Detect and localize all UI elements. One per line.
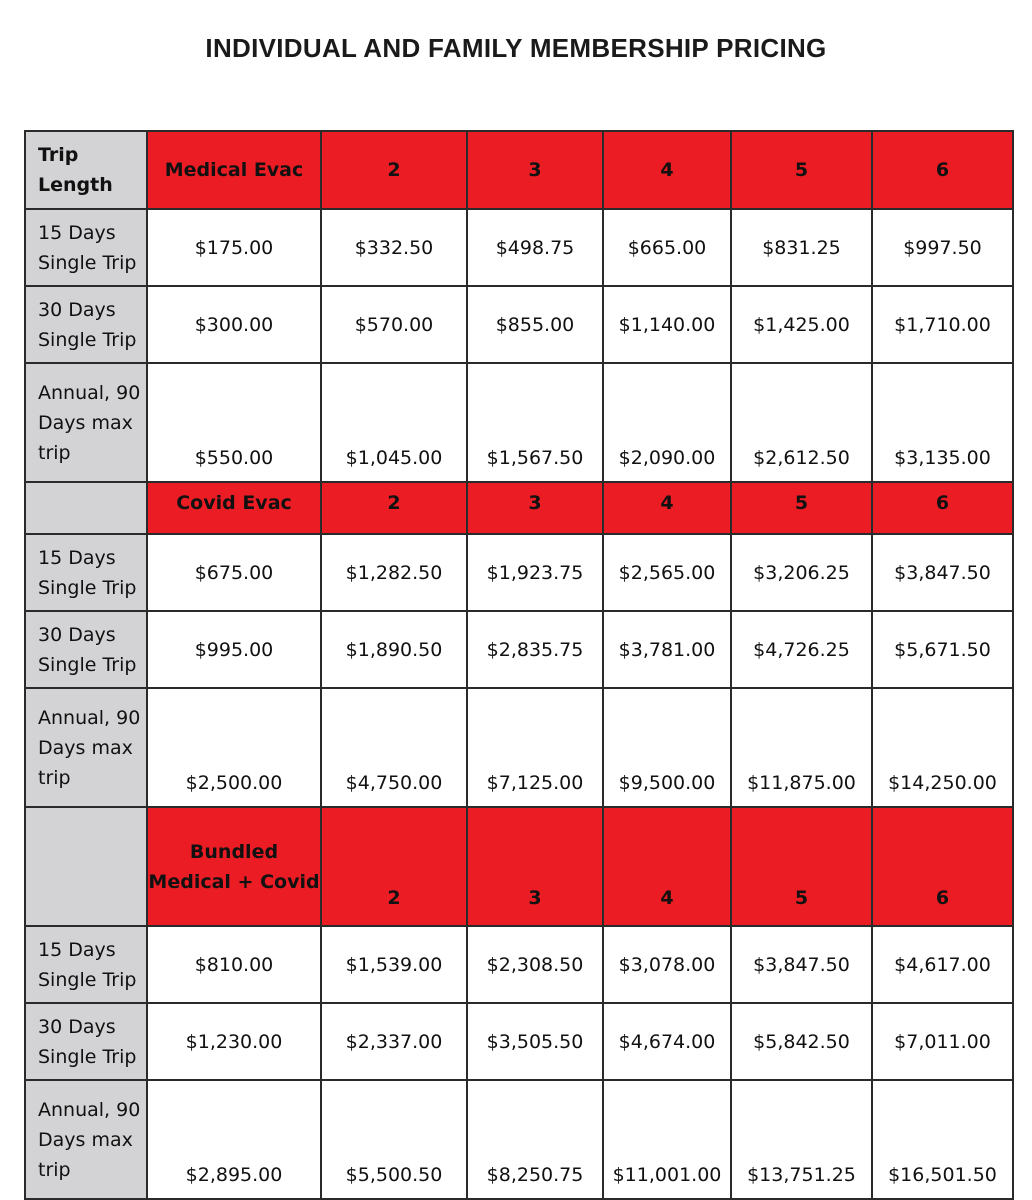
row-label: 15 Days Single Trip	[25, 534, 147, 611]
price-cell: $11,001.00	[603, 1080, 731, 1199]
price-cell: $3,847.50	[731, 926, 872, 1003]
price-cell: $2,308.50	[467, 926, 603, 1003]
section-header-cell: 3	[467, 131, 603, 209]
price-cell: $11,875.00	[731, 688, 872, 807]
price-cell: $810.00	[147, 926, 321, 1003]
price-cell: $570.00	[321, 286, 467, 363]
price-cell: $1,230.00	[147, 1003, 321, 1080]
price-cell: $4,674.00	[603, 1003, 731, 1080]
section-header-cell: Covid Evac	[147, 482, 321, 534]
price-cell: $7,011.00	[872, 1003, 1013, 1080]
price-cell: $14,250.00	[872, 688, 1013, 807]
price-cell: $550.00	[147, 363, 321, 482]
price-cell: $1,140.00	[603, 286, 731, 363]
section-header-cell: 4	[603, 482, 731, 534]
price-cell: $675.00	[147, 534, 321, 611]
row-label: Annual, 90 Days max trip	[25, 688, 147, 807]
price-cell: $3,781.00	[603, 611, 731, 688]
pricing-table	[24, 130, 1014, 1200]
section-header-cell: Medical Evac	[147, 131, 321, 209]
row-label-empty	[25, 807, 147, 926]
price-cell: $5,842.50	[731, 1003, 872, 1080]
section-header-cell: 5	[731, 807, 872, 926]
row-label: 30 Days Single Trip	[25, 286, 147, 363]
table-row	[25, 209, 1013, 286]
section-header-cell: Bundled Medical + Covid	[147, 807, 321, 926]
table-row	[25, 286, 1013, 363]
price-cell: $3,505.50	[467, 1003, 603, 1080]
section-header-cell: 2	[321, 807, 467, 926]
table-row	[25, 1080, 1013, 1199]
price-cell: $16,501.50	[872, 1080, 1013, 1199]
table-row	[25, 1003, 1013, 1080]
page-title: INDIVIDUAL AND FAMILY MEMBERSHIP PRICING	[205, 33, 827, 63]
section-header-row	[25, 807, 1013, 926]
price-cell: $3,847.50	[872, 534, 1013, 611]
price-cell: $1,425.00	[731, 286, 872, 363]
price-cell: $831.25	[731, 209, 872, 286]
table-row	[25, 363, 1013, 482]
price-cell: $3,206.25	[731, 534, 872, 611]
price-cell: $2,565.00	[603, 534, 731, 611]
price-cell: $8,250.75	[467, 1080, 603, 1199]
table-row	[25, 688, 1013, 807]
section-header-cell: 6	[872, 482, 1013, 534]
price-cell: $13,751.25	[731, 1080, 872, 1199]
table-row	[25, 611, 1013, 688]
row-label-empty	[25, 482, 147, 534]
price-cell: $7,125.00	[467, 688, 603, 807]
row-label: Annual, 90 Days max trip	[25, 1080, 147, 1199]
price-cell: $4,726.25	[731, 611, 872, 688]
section-header-cell: 5	[731, 482, 872, 534]
row-label: Annual, 90 Days max trip	[25, 363, 147, 482]
price-cell: $2,835.75	[467, 611, 603, 688]
price-cell: $332.50	[321, 209, 467, 286]
row-label: 30 Days Single Trip	[25, 1003, 147, 1080]
price-cell: $4,617.00	[872, 926, 1013, 1003]
section-header-row	[25, 482, 1013, 534]
price-cell: $3,135.00	[872, 363, 1013, 482]
price-cell: $2,612.50	[731, 363, 872, 482]
section-header-cell: 3	[467, 482, 603, 534]
price-cell: $2,090.00	[603, 363, 731, 482]
section-header-cell: 2	[321, 131, 467, 209]
price-cell: $1,567.50	[467, 363, 603, 482]
section-header-cell: 6	[872, 131, 1013, 209]
price-cell: $665.00	[603, 209, 731, 286]
price-cell: $4,750.00	[321, 688, 467, 807]
price-cell: $1,890.50	[321, 611, 467, 688]
price-cell: $300.00	[147, 286, 321, 363]
price-cell: $2,895.00	[147, 1080, 321, 1199]
price-cell: $995.00	[147, 611, 321, 688]
price-cell: $1,923.75	[467, 534, 603, 611]
price-cell: $2,500.00	[147, 688, 321, 807]
price-cell: $2,337.00	[321, 1003, 467, 1080]
section-header-cell: 4	[603, 807, 731, 926]
price-cell: $1,045.00	[321, 363, 467, 482]
section-header-cell: 3	[467, 807, 603, 926]
price-cell: $1,710.00	[872, 286, 1013, 363]
section-header-cell: 6	[872, 807, 1013, 926]
row-label: 15 Days Single Trip	[25, 926, 147, 1003]
section-header-cell: 2	[321, 482, 467, 534]
section-header-cell: 5	[731, 131, 872, 209]
price-cell: $5,500.50	[321, 1080, 467, 1199]
row-label: 30 Days Single Trip	[25, 611, 147, 688]
table-row	[25, 926, 1013, 1003]
trip-length-header: Trip Length	[25, 131, 147, 209]
price-cell: $1,282.50	[321, 534, 467, 611]
section-header-cell: 4	[603, 131, 731, 209]
price-cell: $498.75	[467, 209, 603, 286]
price-cell: $175.00	[147, 209, 321, 286]
section-header-row	[25, 131, 1013, 209]
price-cell: $997.50	[872, 209, 1013, 286]
row-label: 15 Days Single Trip	[25, 209, 147, 286]
price-cell: $1,539.00	[321, 926, 467, 1003]
table-row	[25, 534, 1013, 611]
price-cell: $855.00	[467, 286, 603, 363]
price-cell: $9,500.00	[603, 688, 731, 807]
price-cell: $3,078.00	[603, 926, 731, 1003]
price-cell: $5,671.50	[872, 611, 1013, 688]
